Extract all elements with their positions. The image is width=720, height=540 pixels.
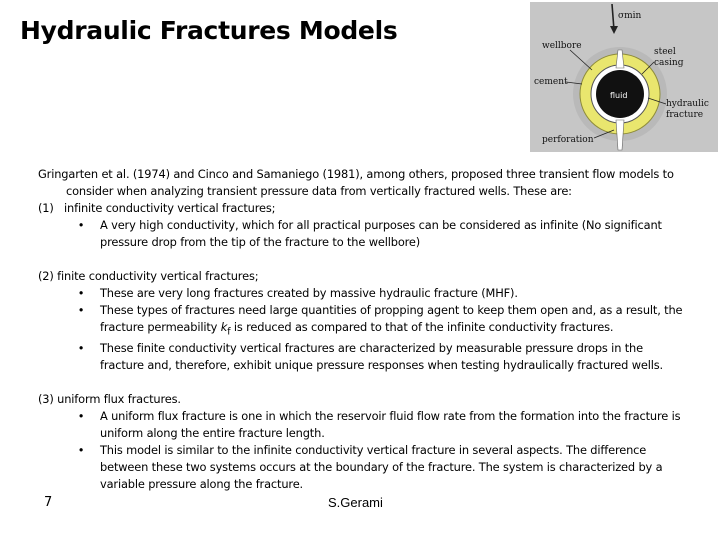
- item-3-bullet-2-line-3: variable pressure along the fracture.: [100, 477, 304, 492]
- item-2-bullet-2-line-2b: is reduced as compared to that of the infinite conductivity fractures.: [230, 320, 614, 334]
- label-fracture: fracture: [666, 110, 704, 120]
- item-1-bullet-1: [38, 217, 704, 251]
- wellbore-diagram-svg: [530, 2, 718, 152]
- item-1-bullet-1-line-1: A very high conductivity, which for all practical purposes can be considered as infinite (No significant: [100, 218, 662, 232]
- item-1-heading: [38, 200, 704, 217]
- item-2-bullet-2-line-2a: fracture permeability: [100, 320, 221, 334]
- label-wellbore: wellbore: [542, 41, 582, 51]
- item-2-bullet-3-line-1: These finite conductivity vertical fractures are characterized by measurable pressure drops in the: [100, 341, 643, 356]
- item-2-bullet-2: [38, 302, 704, 340]
- intro-line-2: consider when analyzing transient pressure data from vertically fractured wells. These are:: [66, 184, 572, 198]
- fracture-permeability-symbol: k: [220, 320, 228, 334]
- intro-line-1: Gringarten et al. (1974) and Cinco and Samaniego (1981), among others, proposed three transient flow models to: [38, 167, 674, 181]
- item-2-bullet-2-line-1: These types of fractures need large quantities of propping agent to keep them open and, as a result, the: [100, 303, 683, 317]
- item-3-bullet-1-line-2: uniform along the entire fracture length.: [100, 426, 325, 441]
- item-3-bullet-2: [38, 442, 704, 493]
- slide-title: Hydraulic Fractures Models: [20, 16, 398, 45]
- item-2-bullet-3: [38, 340, 704, 374]
- item-3-bullet-2-line-2: between these two systems occurs at the boundary of the fracture. The system is characterized by a: [100, 460, 663, 475]
- item-1-heading-text: infinite conductivity vertical fractures;: [64, 201, 276, 215]
- item-1-number: (1): [38, 201, 54, 215]
- item-3-bullet-1: [38, 408, 704, 442]
- footer-author: S.Gerami: [328, 495, 383, 510]
- bullet-icon: •: [77, 409, 85, 424]
- label-cement: cement: [534, 77, 568, 87]
- bullet-icon: •: [77, 443, 85, 458]
- item-3-bullet-2-line-1: This model is similar to the infinite conductivity vertical fracture in several aspects. The difference: [100, 443, 647, 458]
- item-2-heading: (2) finite conductivity vertical fractures;: [38, 269, 259, 283]
- item-1-bullet-1-line-2: pressure drop from the tip of the fracture to the wellbore): [100, 235, 421, 249]
- item-2-bullet-3-line-2: fracture and, therefore, exhibit unique pressure responses when testing hydraulically fractured wells.: [100, 358, 664, 373]
- page-number: 7: [44, 495, 53, 510]
- bullet-icon: •: [77, 218, 85, 232]
- bullet-icon: •: [77, 341, 85, 356]
- slide-body: [38, 166, 704, 493]
- fracture-permeability-subscript: f: [227, 326, 231, 338]
- label-casing: casing: [654, 58, 684, 68]
- label-steel: steel: [654, 47, 676, 57]
- bullet-icon: •: [77, 303, 85, 317]
- label-fluid: fluid: [610, 91, 628, 100]
- label-stress: σmin: [618, 11, 642, 21]
- item-3-heading: (3) uniform flux fractures.: [38, 392, 181, 407]
- item-2-bullet-1: [38, 285, 704, 302]
- label-hydraulic: hydraulic: [666, 99, 709, 109]
- item-2-bullet-1-text: These are very long fractures created by massive hydraulic fracture (MHF).: [100, 286, 518, 300]
- wellbore-fracture-diagram: [530, 2, 718, 152]
- item-3-bullet-1-line-1: A uniform flux fracture is one in which the reservoir fluid flow rate from the formation into the fracture is: [100, 409, 681, 424]
- bullet-icon: •: [77, 286, 85, 300]
- label-perforation: perforation: [542, 135, 594, 145]
